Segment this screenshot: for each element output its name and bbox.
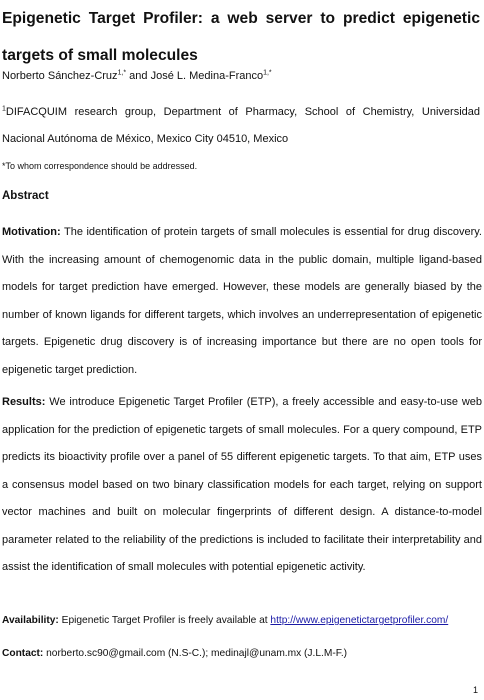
availability-text: Epigenetic Target Profiler is freely available at (58, 615, 271, 626)
availability-link[interactable]: http://www.epigenetictargetprofiler.com/ (270, 615, 449, 626)
abstract-heading: Abstract (2, 190, 49, 202)
affiliation-text: DIFACQUIM research group, Department of Pharmacy, School of Chemistry, Universidad Nacional Autónoma de México, Mexico City 04510, Mexico (2, 106, 480, 145)
motivation-paragraph (2, 219, 482, 384)
correspondence-note: *To whom correspondence should be addressed. (2, 161, 198, 171)
availability-label: Availability: (2, 615, 59, 626)
author-affil-marker: 1,* (117, 69, 127, 77)
contact-line (2, 648, 347, 659)
paper-title: Epigenetic Target Profiler: a web server to predict epigenetic targets of small molecules (2, 10, 480, 64)
results-text: We introduce Epigenetic Target Profiler (ETP), a freely accessible and easy-to-use web application for the prediction of epigenetic targets of small molecules. For a query compound, ETP predicts its bioactivity profile over a panel of 55 different epigenetic targets. To that aim, ETP uses a consensus model based on two binary classification models for each target, relying on support vector machines and built on molecular fingerprints of different design. A distance-to-model parameter related to the reliability of the predictions is included to facilitate their interpretability and assist the identification of small molecules with potential epigenetic activity. (2, 396, 482, 573)
author-line (2, 70, 272, 82)
contact-label: Contact: (2, 648, 44, 659)
contact-text: norberto.sc90@gmail.com (N.S-C.); medinajl@unam.mx (J.L.M-F.) (43, 648, 348, 659)
author-name: José L. Medina-Franco (150, 70, 264, 82)
author-name: Norberto Sánchez-Cruz (2, 70, 118, 82)
results-paragraph (2, 389, 482, 582)
affiliation (2, 99, 480, 153)
availability-line (2, 615, 448, 626)
author-affil-marker: 1,* (263, 69, 272, 77)
motivation-text: The identification of protein targets of small molecules is essential for drug discovery. With the increasing amount of chemogenomic data in the public domain, multiple ligand-based models for target prediction have emerged. However, these models are generally biased by the number of known ligands for different targets, which involves an underrepresentation of epigenetic targets. Epigenetic drug discovery is of increasing importance but there are no open tools for epigenetic target prediction. (2, 226, 482, 376)
page-number: 1 (472, 685, 478, 695)
affiliation-marker: 1 (2, 105, 6, 113)
results-label: Results: (2, 396, 46, 408)
author-conjunction: and (126, 70, 151, 82)
motivation-label: Motivation: (2, 226, 61, 238)
